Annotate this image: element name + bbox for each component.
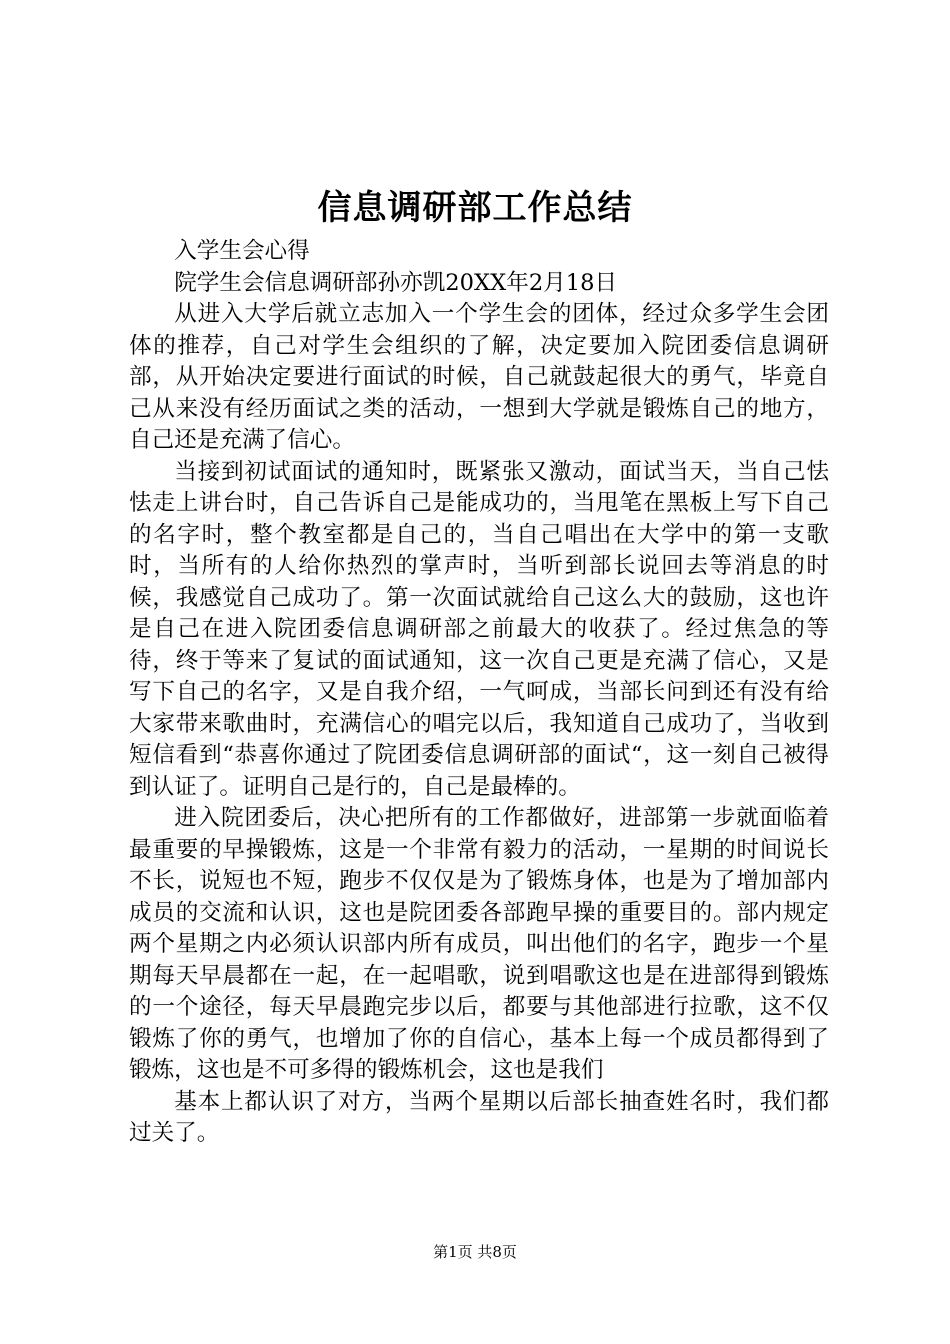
paragraph: 进入院团委后，决心把所有的工作都做好，进部第一步就面临着最重要的早操锻炼，这是一个非常有毅力的活动，一星期的时间说长不长，说短也不短，跑步不仅仅是为了锻炼身体，也是为了增加部内成员的交流和认识，这也是院团委各部跑早操的重要目的。部内规定两个星期之内必须认识部内所有成员，叫出他们的名字，跑步一个星期每天早晨都在一起，在一起唱歌，说到唱歌这也是在进部得到锻炼的一个途径，每天早晨跑完步以后，都要与其他部进行拉歌，这不仅锻炼了你的勇气，也增加了你的自信心，基本上每一个成员都得到了锻炼，这也是不可多得的锻炼机会，这也是我们	[129, 805, 829, 1083]
document-title: 信息调研部工作总结	[317, 188, 633, 228]
paragraph: 基本上都认识了对方，当两个星期以后部长抽查姓名时，我们都过关了。	[129, 1088, 829, 1146]
paragraph-byline: 院学生会信息调研部孙亦凯20XX年2月18日	[174, 269, 618, 296]
document-body	[129, 236, 829, 1150]
paragraph: 当接到初试面试的通知时，既紧张又激动，面试当天，当自己怯怯走上讲台时，自己告诉自己是能成功的，当甩笔在黑板上写下自己的名字时，整个教室都是自己的，当自己唱出在大学中的第一支歌时，当所有的人给你热烈的掌声时，当听到部长说回去等消息的时候，我感觉自己成功了。第一次面试就给自己这么大的鼓励，这也许是自己在进入院团委信息调研部之前最大的收获了。经过焦急的等待，终于等来了复试的面试通知，这一次自己更是充满了信心，又是写下自己的名字，又是自我介绍，一气呵成，当部长问到还有没有给大家带来歌曲时，充满信心的唱完以后，我知道自己成功了，当收到短信看到“恭喜你通过了院团委信息调研部的面试“，这一刻自己被得到认证了。证明自己是行的，自己是最棒的。	[129, 458, 829, 800]
paragraph-subtitle: 入学生会心得	[174, 238, 310, 264]
page-number: 第1页 共8页	[433, 1243, 517, 1261]
paragraph: 从进入大学后就立志加入一个学生会的团体，经过众多学生会团体的推荐，自己对学生会组织的了解，决定要加入院团委信息调研部，从开始决定要进行面试的时候，自己就鼓起很大的勇气，毕竟自己从来没有经历面试之类的活动，一想到大学就是锻炼自己的地方，自己还是充满了信心。	[129, 301, 829, 453]
page-footer	[0, 1242, 950, 1262]
